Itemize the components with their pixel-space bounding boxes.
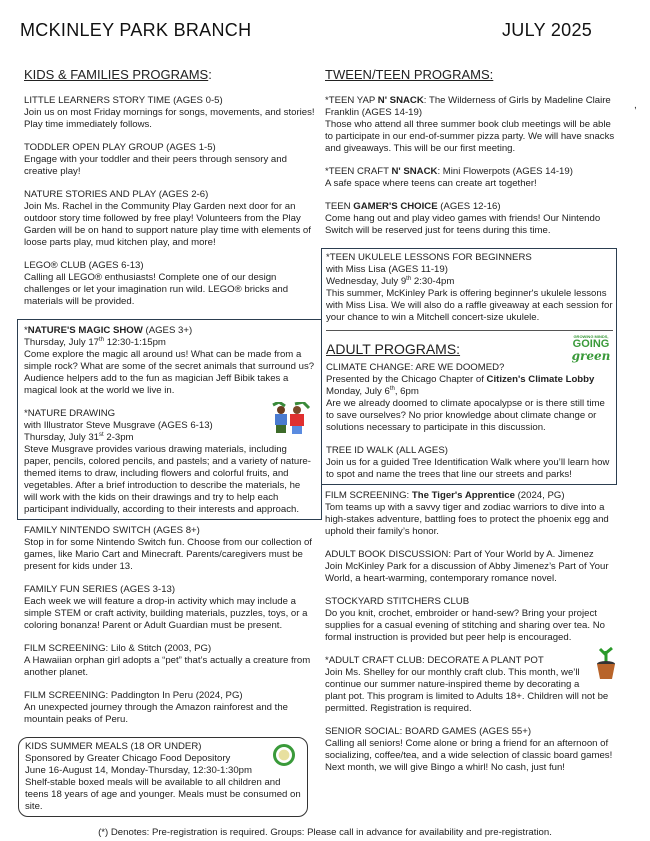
going-green-logo: GROWING MINDS, GOING green bbox=[571, 334, 611, 363]
program-book-discussion: ADULT BOOK DISCUSSION: Part of Your World by A. Jimenez Join McKinley Park for a discussion of Abby Jimenez’s Part of Your World, a heart-warming, contemporary romance novel. bbox=[325, 549, 609, 584]
stray-mark: , bbox=[634, 100, 637, 111]
program-nintendo: FAMILY NINTENDO SWITCH (AGES 8+) Stop in for some Nintendo Switch fun. Choose from our collection of games, like Mario Cart and Minecraft. Parents/caregivers must be present for kids under 13. bbox=[24, 525, 312, 572]
teen-adult-column bbox=[325, 67, 617, 817]
kids-column bbox=[24, 67, 322, 817]
program-family-fun: FAMILY FUN SERIES (AGES 3-13) Each week we will feature a drop-in activity which may include a simple STEM or craft activity, building materials, puzzles, toys, or a coloring bonanza! Parent or Adult Guardian must be present. bbox=[24, 584, 308, 631]
program-tree-walk: TREE ID WALK (ALL AGES) Join us for a guided Tree Identification Walk where you’ll learn how to spot and name the trees that line our streets and parks! bbox=[326, 445, 610, 480]
meals-box bbox=[18, 737, 308, 817]
kids-jumping-icon bbox=[265, 402, 315, 438]
program-teen-yap: *TEEN YAP N' SNACK: The Wilderness of Girls by Madeline Claire Franklin (AGES 14-19) Those who attend all three summer book club meetings will be able to participate in our end-of-summer pizza party. We will have snacks and giveaways. This will be our first meeting. bbox=[325, 95, 615, 154]
program-teen-craft: *TEEN CRAFT N' SNACK: Mini Flowerpots (AGES 14-19) A safe space where teens can create art together! bbox=[325, 166, 573, 189]
program-gamer: TEEN GAMER'S CHOICE (AGES 12-16) Come hang out and play video games with friends! Our Nintendo Switch will be reserved just for teens during this time. bbox=[325, 201, 601, 236]
program-lego: LEGO® CLUB (AGES 6-13) Calling all LEGO® enthusiasts! Complete one of our design challenges or let your imagination run wild. LEGO® bricks and materials will be provided. bbox=[24, 260, 289, 307]
teen-heading: TWEEN/TEEN PROGRAMS: bbox=[325, 67, 494, 82]
program-senior-social: SENIOR SOCIAL: BOARD GAMES (AGES 55+) Calling all seniors! Come alone or bring a friend for an afternoon of socializing, coffee/tea, and a wide selection of classic board games! Next month, we will give Bingo a whirl! No cash, just fun! bbox=[325, 726, 613, 773]
kids-heading: KIDS & FAMILIES PROGRAMS: bbox=[24, 67, 212, 82]
program-plant-pot: *ADULT CRAFT CLUB: DECORATE A PLANT POT Join Ms. Shelley for our monthly craft club. This month, we’ll continue our summer nature-inspired theme by decorating a plant pot. This program is limited to Adults 18+. Children will not be permitted. Registration is required. bbox=[325, 655, 617, 715]
program-nature-drawing: *NATURE DRAWING with Illustrator Steve Musgrave (AGES 6-13) Thursday, July 31st 2-3pm Steve Musgrave provides various drawing materials, including paper, pencils, colored pencils, and pastels; and a variety of nature-themed items to draw, including flowers and colorful fruits, and vegetables. After a brief introduction to describe the materials, he will work with the kids on their drawings and try to help each participant individually, according to their interests and approach. bbox=[24, 408, 315, 516]
program-nature-stories: NATURE STORIES AND PLAY (AGES 2-6) Join Ms. Rachel in the Community Play Garden next door for an outdoor story time followed by free play! Volunteers from the Play Garden will be on hand to support nature play time with elements of loose parts play, mud kitchen play, and more! bbox=[24, 189, 311, 248]
month-title: JULY 2025 bbox=[502, 20, 593, 40]
food-depository-logo-icon bbox=[273, 744, 295, 766]
divider bbox=[326, 330, 613, 331]
plant-pot-icon bbox=[595, 645, 617, 681]
program-magic-show: *NATURE'S MAGIC SHOW (AGES 3+) Thursday, July 17th 12:30-1:15pm Come explore the magic all around us! What can be made from a simple rock? What are some of the secret animals that surround us? Audience helpers add to the fun as magician Jeff Bibik takes a magical look at the world we live in. bbox=[24, 325, 315, 396]
program-toddler: TODDLER OPEN PLAY GROUP (AGES 1-5) Engage with your toddler and their peers through sensory and creative play! bbox=[24, 142, 287, 177]
branch-title: MCKINLEY PARK BRANCH bbox=[20, 20, 252, 40]
nature-events-box bbox=[17, 319, 322, 520]
program-lilo: FILM SCREENING: Lilo & Stitch (2003, PG) A Hawaiian orphan girl adopts a “pet” that’s actually a creature from another planet. bbox=[24, 643, 311, 678]
footer-note: (*) Denotes: Pre-registration is required. Groups: Please call in advance for availability and pre-registration. bbox=[98, 827, 552, 838]
program-ukulele: *TEEN UKULELE LESSONS FOR BEGINNERS with Miss Lisa (AGES 11-19) Wednesday, July 9th 2:30-4pm This summer, McKinley Park is offering beginner's ukulele lessons with Miss Lisa. We will also do a raffle giveaway at each session for your chance to win a Mitchell concert-size ukulele. bbox=[326, 252, 613, 323]
program-paddington: FILM SCREENING: Paddington In Peru (2024, PG) An unexpected journey through the Amazon rainforest and the mountain peaks of Peru. bbox=[24, 690, 289, 725]
program-climate: CLIMATE CHANGE: ARE WE DOOMED? Presented by the Chicago Chapter of Citizen's Climate Lobby Monday, July 6th, 6pm Are we already doomed to climate apocalypse or is there still time to save ourselves? No prior knowledge about climate change or solutions necessary to participate in this discussion. bbox=[326, 362, 605, 433]
ukulele-adult-box bbox=[321, 248, 617, 485]
program-stitchers: STOCKYARD STITCHERS CLUB Do you knit, crochet, embroider or hand-sew? Bring your project supplies for a casual evening of stitching and sharing over tea. No formal instruction is provided but peer help is encouraged. bbox=[325, 596, 605, 643]
adult-heading: ADULT PROGRAMS: bbox=[326, 341, 461, 357]
program-tiger-film: FILM SCREENING: The Tiger's Apprentice (2024, PG) Tom teams up with a savvy tiger and zodiac warriors to dive into a high-stakes adventure, battling foes to protect the phoenix egg and uphold their family’s honor. bbox=[325, 490, 609, 537]
program-little-learners: LITTLE LEARNERS STORY TIME (AGES 0-5) Join us on most Friday mornings for songs, movements, and stories! Play time immediately follows. bbox=[24, 95, 315, 130]
program-summer-meals: KIDS SUMMER MEALS (18 OR UNDER) Sponsored by Greater Chicago Food Depository June 16-August 14, Monday-Thursday, 12:30-1:30pm Shelf-stable boxed meals will be available to all children and teens 18 years of age and younger. Meals must be consumed on site. bbox=[25, 741, 301, 812]
